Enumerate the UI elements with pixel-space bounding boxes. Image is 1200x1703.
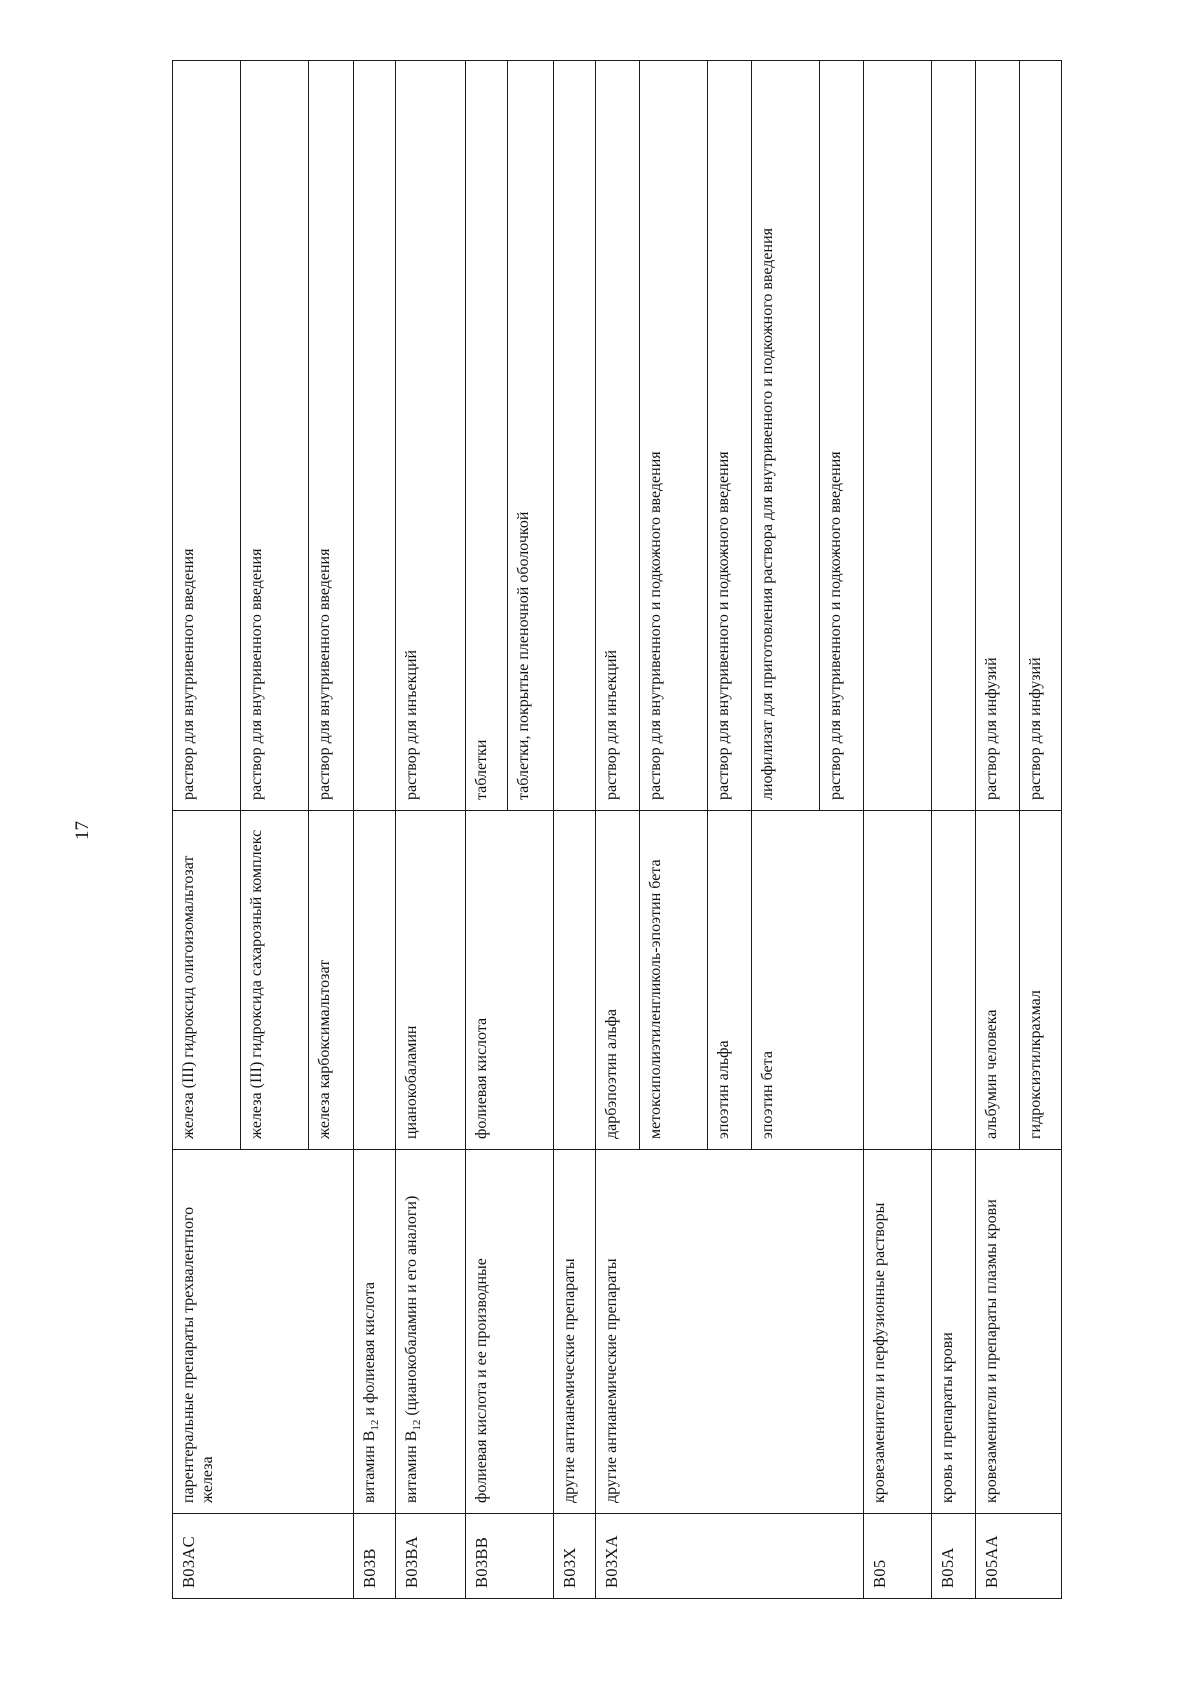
page-number: 17	[72, 821, 93, 840]
table-row	[466, 61, 508, 1599]
inn-cell: эпоэтин альфа	[708, 811, 752, 1150]
inn-cell: эпоэтин бета	[752, 811, 864, 1150]
dosage-form-cell: раствор для инфузий	[976, 61, 1020, 811]
atc-code-cell: B03XA	[596, 1514, 864, 1599]
table-row	[173, 61, 241, 1599]
drug-classification-table	[172, 60, 1062, 1599]
inn-cell: фолиевая кислота	[466, 811, 554, 1150]
inn-cell: железа (III) гидроксид олигоизомальтозат	[173, 811, 241, 1150]
inn-cell	[864, 811, 932, 1150]
inn-cell: гидроксиэтилкрахмал	[1020, 811, 1062, 1150]
atc-code-cell: B03BB	[466, 1514, 554, 1599]
inn-cell: метоксиполиэтиленгликоль-эпоэтин бета	[640, 811, 708, 1150]
atc-code-cell: B03AC	[173, 1514, 354, 1599]
inn-cell: железа карбоксимальтозат	[309, 811, 354, 1150]
inn-cell	[354, 811, 396, 1150]
dosage-form-cell: раствор для внутривенного и подкожного введения	[708, 61, 752, 811]
group-name-cell: парентеральные препараты трехвалентного железа	[173, 1150, 354, 1514]
atc-code-cell: B05	[864, 1514, 932, 1599]
dosage-form-cell: раствор для инъекций	[396, 61, 466, 811]
dosage-form-cell: раствор для внутривенного введения	[309, 61, 354, 811]
dosage-form-cell	[864, 61, 932, 811]
group-name-cell: кровезаменители и препараты плазмы крови	[976, 1150, 1062, 1514]
inn-cell: дарбэпоэтин альфа	[596, 811, 640, 1150]
table-row	[396, 61, 466, 1599]
dosage-form-cell: таблетки	[466, 61, 508, 811]
atc-code-cell: B05A	[932, 1514, 976, 1599]
group-name-cell: другие антианемические препараты	[554, 1150, 596, 1514]
atc-code-cell: B03BA	[396, 1514, 466, 1599]
group-name-cell: витамин $B_{12}$ и фолиевая кислота	[354, 1150, 396, 1514]
dosage-form-cell: раствор для внутривенного и подкожного введения	[640, 61, 708, 811]
dosage-form-cell	[354, 61, 396, 811]
rotated-page-content	[172, 61, 1062, 1599]
table-row	[932, 61, 976, 1599]
inn-cell: альбумин человека	[976, 811, 1020, 1150]
dosage-form-cell: таблетки, покрытые пленочной оболочкой	[508, 61, 554, 811]
group-name-cell: кровь и препараты крови	[932, 1150, 976, 1514]
atc-code-cell: B05AA	[976, 1514, 1062, 1599]
table-row	[976, 61, 1020, 1599]
group-name-cell: кровезаменители и перфузионные растворы	[864, 1150, 932, 1514]
table-row	[596, 61, 640, 1599]
group-name-cell: другие антианемические препараты	[596, 1150, 864, 1514]
table-row	[354, 61, 396, 1599]
group-name-cell: фолиевая кислота и ее производные	[466, 1150, 554, 1514]
dosage-form-cell: лиофилизат для приготовления раствора для внутривенного и подкожного введения	[752, 61, 820, 811]
dosage-form-cell: раствор для внутривенного и подкожного введения	[820, 61, 864, 811]
dosage-form-cell	[932, 61, 976, 811]
atc-code-cell: B03B	[354, 1514, 396, 1599]
inn-cell	[932, 811, 976, 1150]
inn-cell: цианокобаламин	[396, 811, 466, 1150]
dosage-form-cell	[554, 61, 596, 811]
table-row	[864, 61, 932, 1599]
group-name-cell: витамин $B_{12}$ (цианокобаламин и его аналоги)	[396, 1150, 466, 1514]
dosage-form-cell: раствор для инъекций	[596, 61, 640, 811]
dosage-form-cell: раствор для инфузий	[1020, 61, 1062, 811]
inn-cell: железа (III) гидроксида сахарозный комплекс	[241, 811, 309, 1150]
dosage-form-cell: раствор для внутривенного введения	[173, 61, 241, 811]
dosage-form-cell: раствор для внутривенного введения	[241, 61, 309, 811]
table-row	[554, 61, 596, 1599]
atc-code-cell: B03X	[554, 1514, 596, 1599]
inn-cell	[554, 811, 596, 1150]
